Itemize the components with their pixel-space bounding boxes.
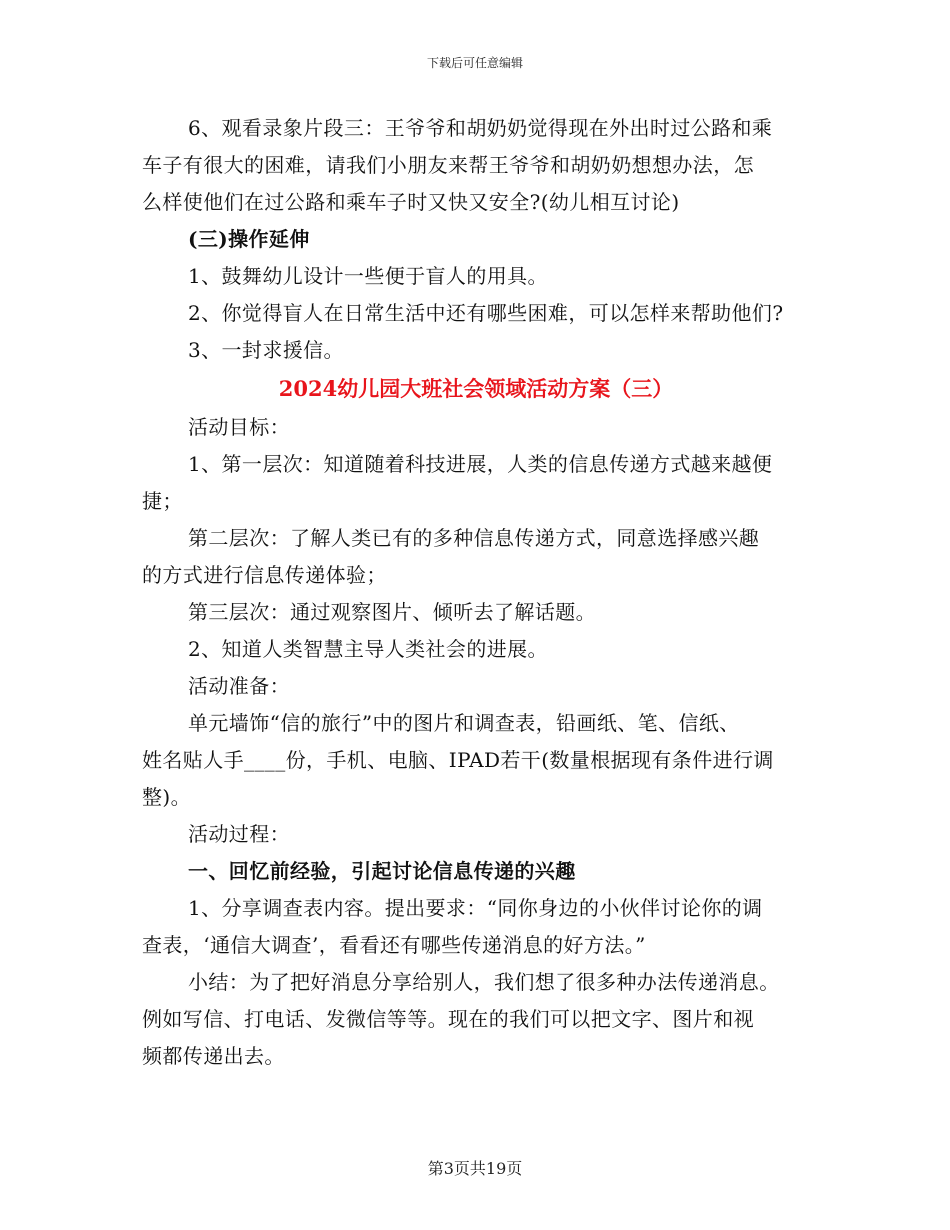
paragraph-line: 姓名贴人手____份，手机、电脑、IPAD若干(数量根据现有条件进行调: [142, 748, 774, 772]
label-line: 活动准备：: [188, 674, 290, 698]
list-item: 1、鼓舞幼儿设计一些便于盲人的用具。: [188, 264, 548, 288]
paragraph-line: 第二层次：了解人类已有的多种信息传递方式，同意选择感兴趣: [188, 526, 760, 550]
paragraph-line: 的方式进行信息传递体验；: [142, 563, 387, 587]
paragraph-line: 车子有很大的困难，请我们小朋友来帮王爷爷和胡奶奶想想办法，怎: [142, 153, 754, 177]
paragraph-line: 例如写信、打电话、发微信等等。现在的我们可以把文字、图片和视: [142, 1007, 754, 1031]
paragraph-line: 小结：为了把好消息分享给别人，我们想了很多种办法传递消息。: [188, 970, 780, 994]
paragraph-line: 1、第一层次：知道随着科技进展，人类的信息传递方式越来越便: [188, 452, 773, 476]
header-note: 下载后可任意编辑: [426, 56, 523, 70]
list-item: 3、一封求援信。: [188, 338, 344, 362]
paragraph-line: 么样使他们在过公路和乘车子时又快又安全?(幼儿相互讨论): [142, 190, 680, 214]
paragraph-line: 2、知道人类智慧主导人类社会的进展。: [188, 637, 548, 661]
section-subheading: (三)操作延伸: [188, 227, 310, 251]
document-body: [142, 110, 810, 1075]
paragraph-line: 查表，‘通信大调查’，看看还有哪些传递消息的好方法。”: [142, 933, 646, 957]
paragraph-line: 6、观看录象片段三：王爷爷和胡奶奶觉得现在外出时过公路和乘: [188, 116, 773, 140]
label-line: 活动过程：: [188, 822, 290, 846]
paragraph-line: 整)。: [142, 785, 192, 809]
step-heading: 一、回忆前经验，引起讨论信息传递的兴趣: [188, 859, 576, 883]
paragraph-line: 频都传递出去。: [142, 1044, 285, 1068]
paragraph-line: 第三层次：通过观察图片、倾听去了解话题。: [188, 600, 596, 624]
page-number: 第3页共19页: [427, 1159, 523, 1178]
paragraph-line: 单元墙饰“信的旅行”中的图片和调查表，铅画纸、笔、信纸、: [188, 711, 740, 735]
paragraph-line: 1、分享调查表内容。提出要求：“同你身边的小伙伴讨论你的调: [188, 896, 763, 920]
paragraph-line: 捷；: [142, 489, 183, 513]
label-line: 活动目标：: [188, 415, 290, 439]
section-title: 2024幼儿园大班社会领域活动方案（三）: [278, 376, 674, 401]
list-item: 2、你觉得盲人在日常生活中还有哪些困难，可以怎样来帮助他们?: [188, 301, 784, 325]
